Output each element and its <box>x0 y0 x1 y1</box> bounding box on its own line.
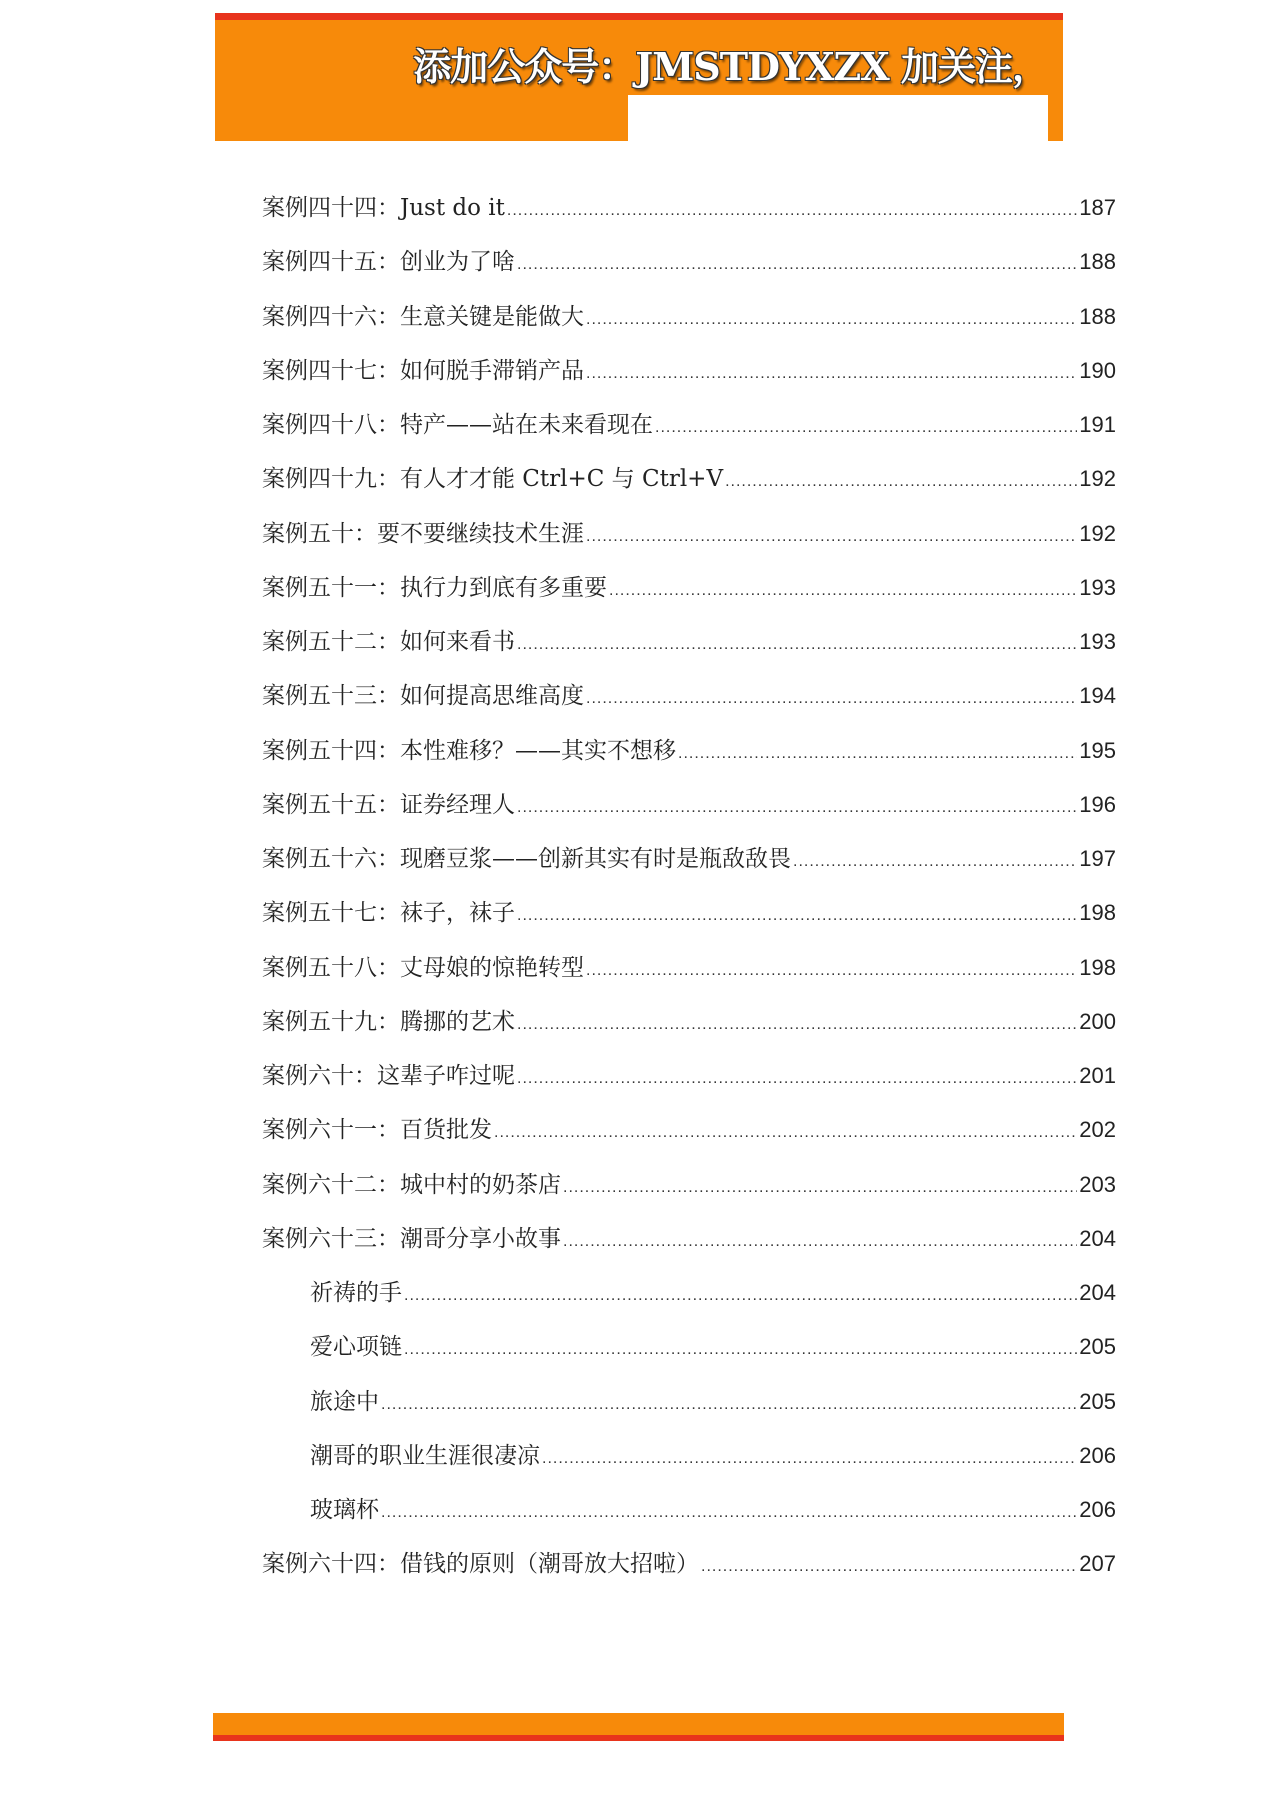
toc-entry[interactable] <box>262 941 1116 995</box>
toc-leader-dots <box>517 238 1077 292</box>
table-of-contents <box>262 181 1116 1592</box>
toc-title: 案例五十：要不要继续技术生涯 <box>262 520 584 547</box>
header-blank-box <box>628 95 1048 148</box>
toc-leader-dots <box>517 889 1077 943</box>
toc-title: 案例五十五：证券经理人 <box>262 791 515 818</box>
toc-leader-dots <box>793 835 1077 889</box>
toc-leader-dots <box>404 1323 1077 1377</box>
toc-leader-dots <box>586 510 1077 564</box>
toc-entry[interactable] <box>262 1212 1116 1266</box>
toc-page-number: 188 <box>1079 303 1116 329</box>
toc-page-number: 193 <box>1079 629 1116 654</box>
toc-leader-dots <box>517 781 1077 835</box>
toc-entry[interactable] <box>262 235 1116 289</box>
toc-page-number: 204 <box>1079 1280 1116 1305</box>
toc-leader-dots <box>517 618 1077 672</box>
toc-entry[interactable] <box>262 1103 1116 1157</box>
toc-title: 旅途中 <box>310 1388 379 1415</box>
toc-leader-dots <box>563 1215 1077 1269</box>
toc-entry[interactable] <box>262 995 1116 1049</box>
toc-page-number: 201 <box>1079 1063 1116 1088</box>
toc-entry[interactable] <box>262 886 1116 940</box>
toc-entry[interactable] <box>262 181 1116 235</box>
toc-page-number: 206 <box>1079 1497 1116 1522</box>
toc-title: 案例四十九：有人才才能 Ctrl+C 与 Ctrl+V <box>262 466 724 493</box>
toc-entry[interactable] <box>262 452 1116 506</box>
toc-page-number: 203 <box>1079 1171 1116 1197</box>
toc-entry[interactable] <box>262 398 1116 452</box>
toc-entry[interactable] <box>262 1375 1116 1429</box>
toc-page-number: 196 <box>1079 791 1116 817</box>
toc-leader-dots <box>404 1269 1077 1323</box>
toc-entry[interactable] <box>262 507 1116 561</box>
toc-leader-dots <box>586 672 1077 726</box>
toc-leader-dots <box>725 455 1077 509</box>
toc-leader-dots <box>678 727 1077 781</box>
toc-leader-dots <box>494 1106 1077 1160</box>
toc-entry[interactable] <box>262 1266 1116 1320</box>
toc-entry[interactable] <box>262 724 1116 778</box>
toc-page-number: 202 <box>1079 1117 1116 1143</box>
toc-leader-dots <box>609 564 1077 618</box>
toc-page-number: 187 <box>1079 195 1116 220</box>
toc-page-number: 207 <box>1079 1551 1116 1577</box>
toc-entry[interactable] <box>262 832 1116 886</box>
toc-page-number: 190 <box>1079 357 1116 383</box>
toc-entry[interactable] <box>262 669 1116 723</box>
toc-entry[interactable] <box>262 615 1116 669</box>
toc-page-number: 194 <box>1079 683 1116 709</box>
toc-leader-dots <box>517 1052 1077 1106</box>
toc-title: 案例五十一：执行力到底有多重要 <box>262 574 607 601</box>
toc-page-number: 191 <box>1079 412 1116 437</box>
toc-title: 案例四十八：特产——站在未来看现在 <box>262 412 653 438</box>
toc-title: 爱心项链 <box>310 1334 402 1361</box>
toc-leader-dots <box>563 1161 1077 1215</box>
toc-title: 案例四十五：创业为了啥 <box>262 249 515 276</box>
toc-entry[interactable] <box>262 290 1116 344</box>
toc-title: 案例四十四：Just do it <box>262 195 505 221</box>
toc-page-number: 198 <box>1079 954 1116 980</box>
toc-entry[interactable] <box>262 1049 1116 1103</box>
toc-page-number: 188 <box>1079 249 1116 275</box>
toc-leader-dots <box>655 401 1077 455</box>
toc-leader-dots <box>517 998 1077 1052</box>
toc-leader-dots <box>586 347 1077 401</box>
toc-page-number: 200 <box>1079 1008 1116 1034</box>
toc-leader-dots <box>381 1486 1077 1540</box>
toc-title: 案例六十一：百货批发 <box>262 1117 492 1144</box>
toc-page-number: 193 <box>1079 574 1116 600</box>
toc-title: 案例五十三：如何提高思维高度 <box>262 683 584 710</box>
toc-entry[interactable] <box>262 1320 1116 1374</box>
toc-title: 案例四十六：生意关键是能做大 <box>262 303 584 330</box>
toc-title: 案例六十：这辈子咋过呢 <box>262 1063 515 1089</box>
toc-page-number: 195 <box>1079 737 1116 763</box>
toc-page-number: 206 <box>1079 1442 1116 1468</box>
toc-entry[interactable] <box>262 1483 1116 1537</box>
toc-page-number: 192 <box>1079 466 1116 492</box>
toc-title: 案例五十二：如何来看书 <box>262 629 515 655</box>
header-text: 添加公众号：JMSTDYXZX 加关注， <box>413 44 1049 89</box>
toc-title: 玻璃杯 <box>310 1497 379 1523</box>
toc-title: 案例五十九：腾挪的艺术 <box>262 1008 515 1035</box>
toc-entry[interactable] <box>262 1537 1116 1591</box>
toc-page-number: 204 <box>1079 1225 1116 1251</box>
toc-title: 潮哥的职业生涯很凄凉 <box>310 1442 540 1469</box>
toc-title: 案例六十二：城中村的奶茶店 <box>262 1171 561 1198</box>
toc-page-number: 205 <box>1079 1388 1116 1414</box>
toc-title: 案例五十六：现磨豆浆——创新其实有时是瓶敌敌畏 <box>262 846 791 872</box>
toc-page-number: 205 <box>1079 1334 1116 1360</box>
toc-leader-dots <box>701 1540 1077 1594</box>
toc-title: 祈祷的手 <box>310 1280 402 1306</box>
toc-title: 案例六十四：借钱的原则（潮哥放大招啦） <box>262 1551 699 1578</box>
toc-title: 案例六十三：潮哥分享小故事 <box>262 1225 561 1252</box>
toc-leader-dots <box>586 293 1077 347</box>
toc-leader-dots <box>381 1378 1077 1432</box>
header-banner <box>215 13 1063 141</box>
toc-page-number: 197 <box>1079 846 1116 871</box>
toc-title: 案例四十七：如何脱手滞销产品 <box>262 357 584 384</box>
toc-title: 案例五十七：袜子，袜子 <box>262 900 515 927</box>
toc-entry[interactable] <box>262 344 1116 398</box>
toc-leader-dots <box>507 184 1077 238</box>
toc-title: 案例五十四：本性难移？——其实不想移 <box>262 737 676 764</box>
toc-entry[interactable] <box>262 1429 1116 1483</box>
toc-page-number: 192 <box>1079 520 1116 546</box>
toc-leader-dots <box>542 1432 1077 1486</box>
toc-title: 案例五十八：丈母娘的惊艳转型 <box>262 954 584 981</box>
toc-entry[interactable] <box>262 561 1116 615</box>
toc-leader-dots <box>586 944 1077 998</box>
footer-bar <box>213 1713 1064 1741</box>
toc-entry[interactable] <box>262 1158 1116 1212</box>
toc-page-number: 198 <box>1079 900 1116 926</box>
toc-entry[interactable] <box>262 778 1116 832</box>
